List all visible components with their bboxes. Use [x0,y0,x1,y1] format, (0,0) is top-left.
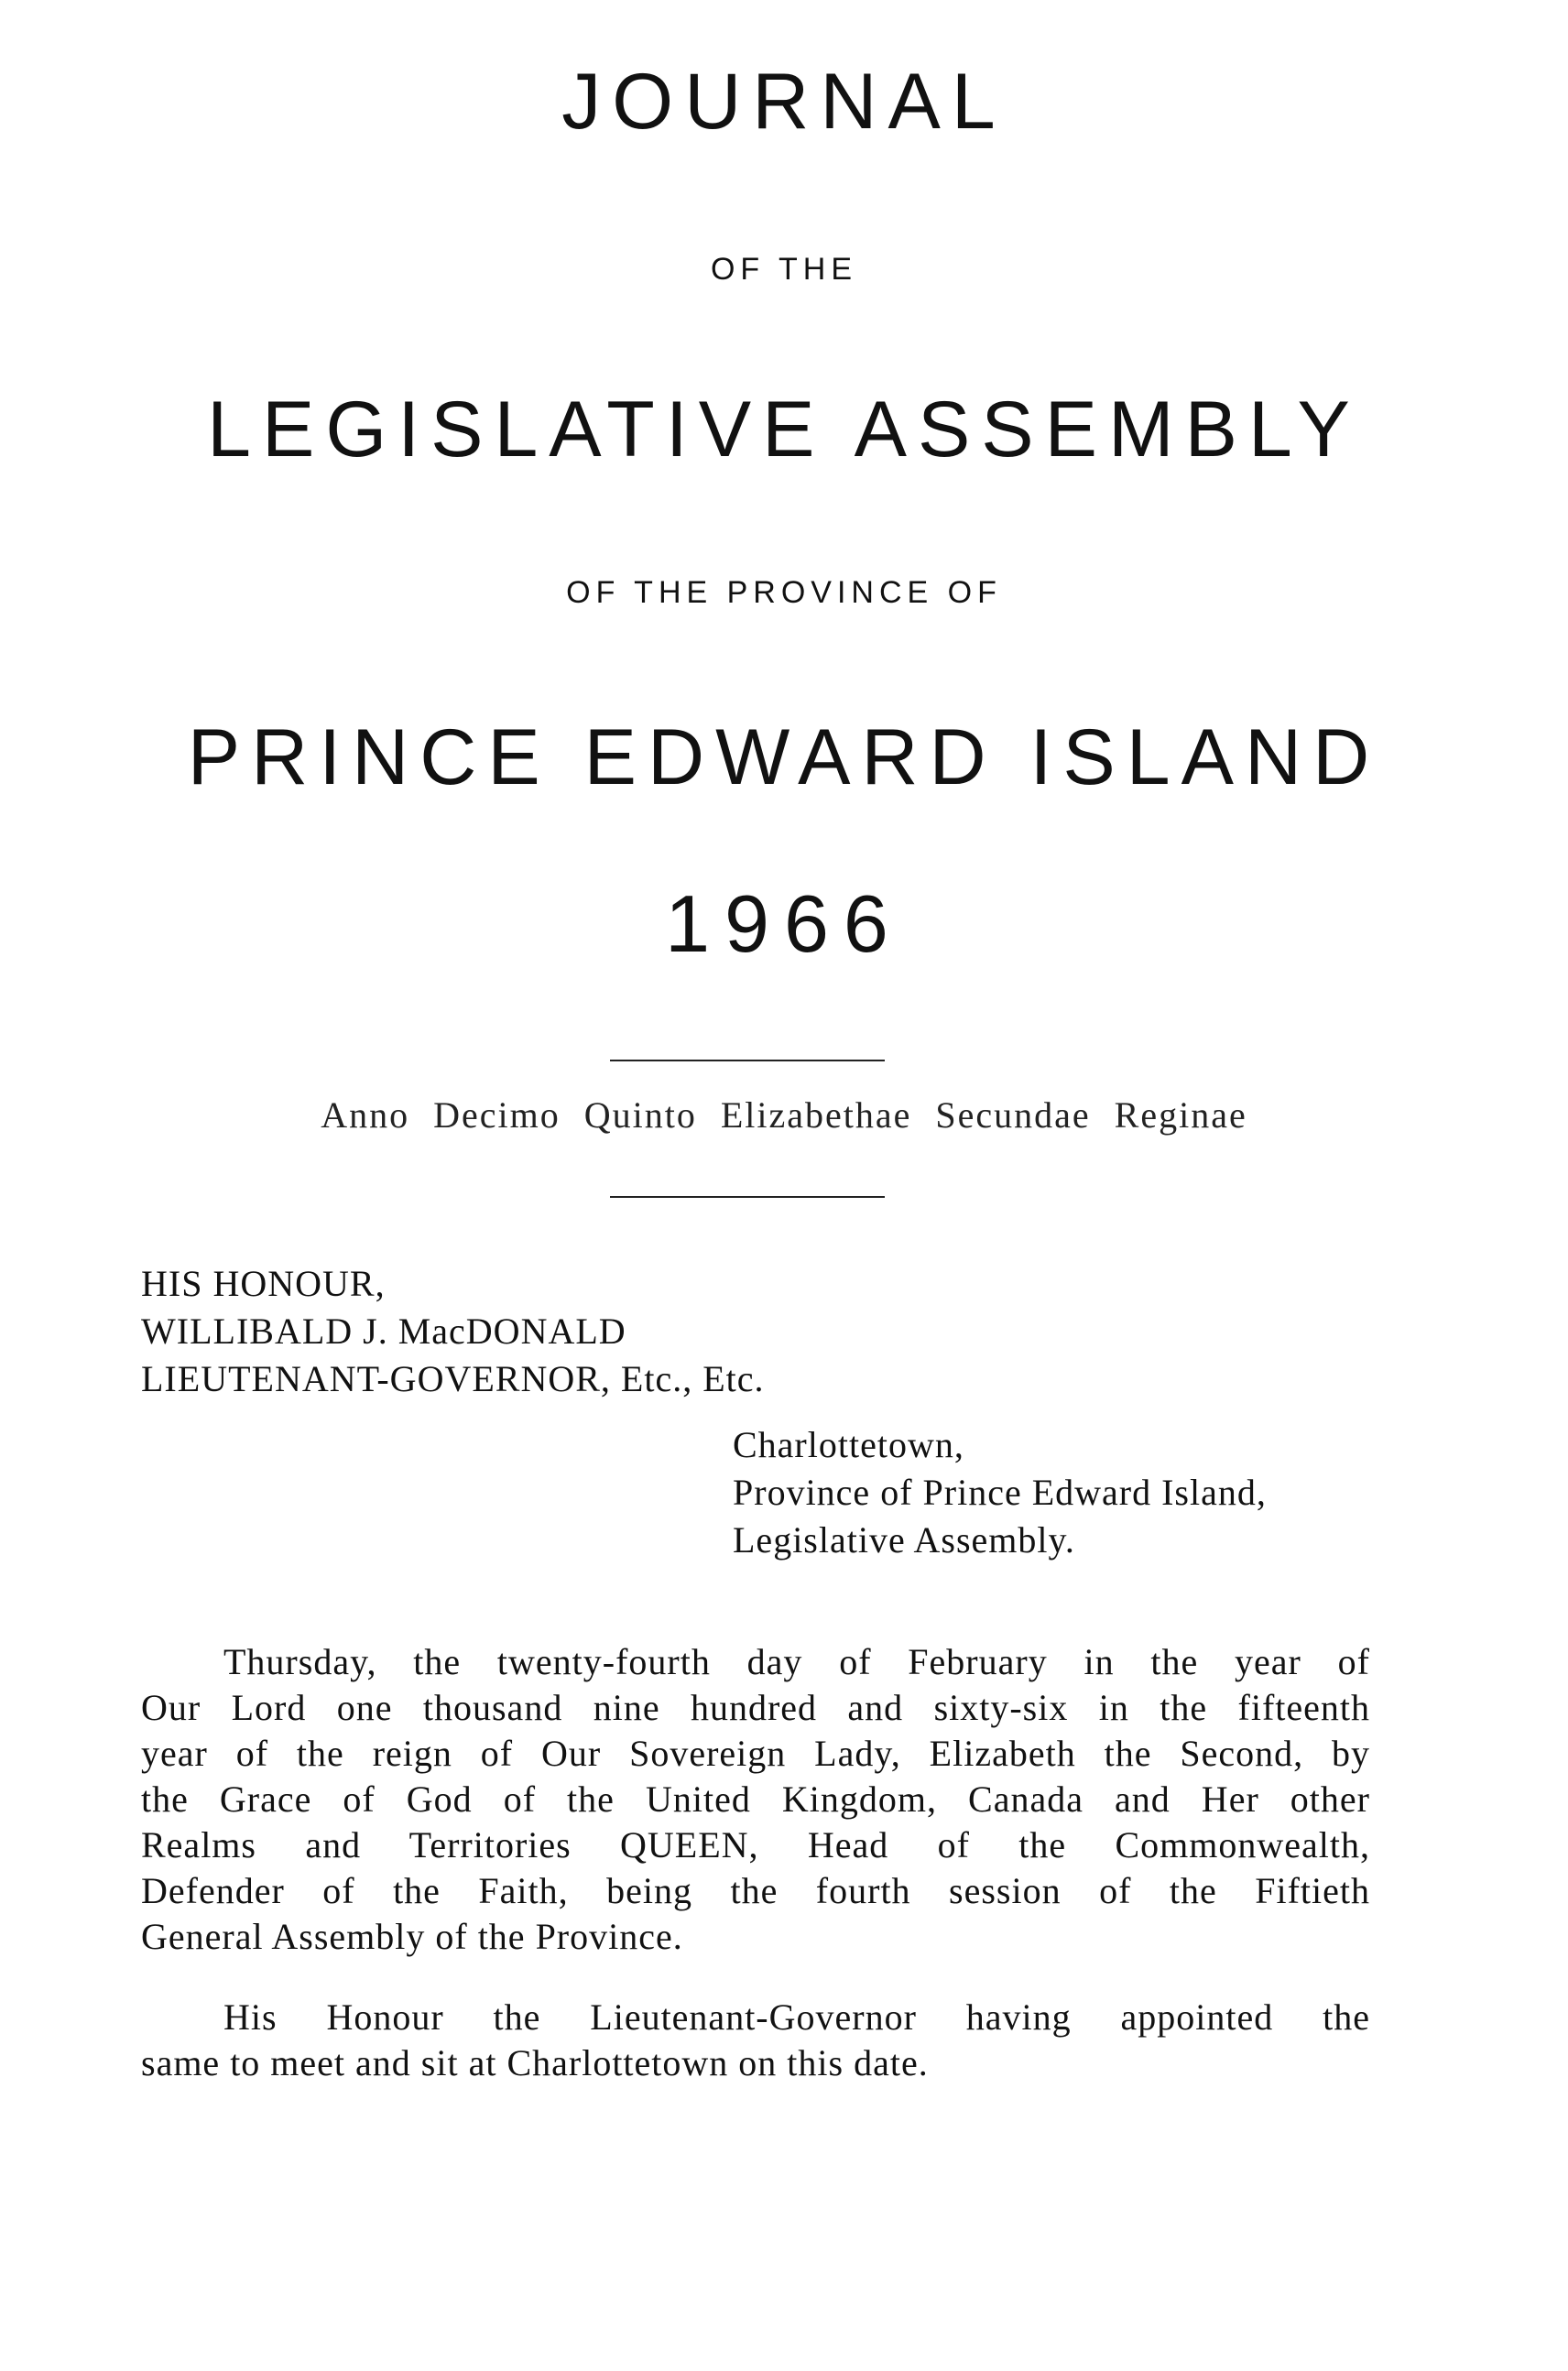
paragraph-line: General Assembly of the Province. [141,1916,683,1957]
addressee-block [141,1260,765,1403]
paragraph-line: year of the reign of Our Sovereign Lady, Elizabeth the Second, by [141,1733,1370,1774]
place-line: Province of Prince Edward Island, [733,1472,1267,1513]
place-block [733,1421,1267,1564]
appointment-paragraph [141,1995,1370,2086]
place-line: Charlottetown, [733,1424,964,1465]
title-year: 1966 [665,878,903,969]
addressee-line: HIS HONOUR, [141,1263,386,1304]
opening-paragraph [141,1639,1370,1960]
divider-top [610,1060,885,1061]
addressee-line: WILLIBALD J. MacDONALD [141,1311,626,1352]
latin-regnal-year: Anno Decimo Quinto Elizabethae Secundae Reginae [321,1094,1247,1136]
paragraph-line: Realms and Territories QUEEN, Head of the Commonwealth, [141,1824,1370,1865]
addressee-line: LIEUTENANT-GOVERNOR, Etc., Etc. [141,1358,765,1399]
divider-bottom [610,1196,885,1198]
paragraph-line: Thursday, the twenty-fourth day of February in the year of [223,1641,1370,1682]
paragraph-line: Our Lord one thousand nine hundred and sixty-six in the fifteenth [141,1687,1370,1728]
paragraph-line: Defender of the Faith, being the fourth session of the Fiftieth [141,1870,1370,1911]
paragraph-line: same to meet and sit at Charlottetown on this date. [141,2042,929,2083]
title-legislative-assembly: LEGISLATIVE ASSEMBLY [207,386,1361,473]
subtitle-of-the-province-of: OF THE PROVINCE OF [566,575,1002,610]
title-prince-edward-island: PRINCE EDWARD ISLAND [187,713,1381,801]
paragraph-line: His Honour the Lieutenant-Governor having appointed the [223,1996,1370,2038]
subtitle-of-the: OF THE [710,252,858,287]
place-line: Legislative Assembly. [733,1519,1075,1561]
title-journal: JOURNAL [561,58,1007,146]
paragraph-line: the Grace of God of the United Kingdom, Canada and Her other [141,1778,1370,1820]
